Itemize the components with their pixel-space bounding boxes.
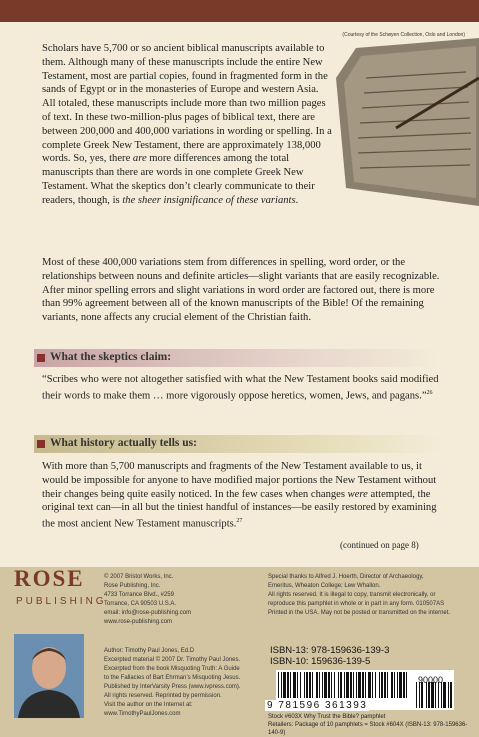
barcode-bar <box>331 672 332 698</box>
barcode-bar <box>448 682 449 708</box>
barcode-bar <box>372 672 373 698</box>
barcode-bar <box>431 682 434 708</box>
barcode-bar <box>391 672 393 698</box>
barcode-bar <box>306 672 308 698</box>
barcode-bar <box>450 682 452 708</box>
barcode-bar <box>416 682 417 708</box>
barcode-bar <box>443 682 446 708</box>
history-heading: What history actually tells us: <box>34 435 444 453</box>
barcode-bar <box>316 672 318 698</box>
barcode-bar <box>281 672 282 698</box>
image-credit: (Courtesy of the Schøyen Collection, Oslo and London) <box>342 32 465 38</box>
barcode-bar <box>428 682 430 708</box>
barcode-bar <box>322 672 323 698</box>
barcode-bar <box>379 672 380 698</box>
barcode-bar <box>362 672 364 698</box>
continued-note: (continued on page 8) <box>340 540 419 550</box>
heading-bullet-icon <box>37 440 45 448</box>
barcode-bar <box>368 672 371 698</box>
variations-paragraph: Most of these 400,000 variations stem from differences in spelling, word order, or the relationships between nouns and definite articles—slight variants that are easily recognizable. After minor spelling errors and slight variations in word order are factored out, there is more than 99% agreement between all of the known manuscripts of the Bible! Of the remaining variants, none affects any crucial element of the Christian faith. <box>42 257 440 324</box>
barcode-bar <box>304 672 305 698</box>
barcode-bar <box>283 672 286 698</box>
barcode-bar <box>421 682 423 708</box>
author-photo <box>14 634 84 718</box>
acknowledgements: Special thanks to Alfred J. Hoerth, Director of Archaeology, Emeritus, Wheaton College; Lew Whallon. All rights reserved. It is illegal to copy, transmit electronically, or reproduce this pamphlet in whole or in part in any form. 010507AS Printed in the USA. May not be posted or transmitted on the internet. <box>268 574 451 616</box>
barcode-bar <box>441 682 442 708</box>
rose-publishing-logo: ROSE PUBLISHING <box>14 566 107 607</box>
barcode-bar <box>426 682 427 708</box>
barcode-bar <box>397 672 398 698</box>
barcode-bar <box>381 672 383 698</box>
barcode-bar <box>387 672 388 698</box>
barcode-bar <box>290 672 291 698</box>
barcode-number: 9 781596 361393 <box>267 700 368 711</box>
barcode-bar <box>287 672 289 698</box>
barcode-bar <box>435 682 436 708</box>
barcode-bar <box>403 672 405 698</box>
barcode-bar <box>365 672 366 698</box>
barcode-bar <box>399 672 402 698</box>
stock-info: Stock #603X Why Trust the Bible? pamphlet Retailers: Package of 10 pamphlets = Stock #604X (ISBN-13: 978-159636-140-9) <box>268 714 468 736</box>
barcode-bar <box>356 672 357 698</box>
intro-paragraph: Scholars have 5,700 or so ancient biblical manuscripts available to them. Although many of these manuscripts include the entire New Testament, most are partial copies, found in fragmented form in the sands of Egypt or in the monasteries of Europe and western Asia. All totaled, these manuscripts include more than two million pages of text. In these two-million-plus pages of biblical text, there are between 200,000 and 400,000 variations in wording or spelling. In a complete Greek New Testament, there are approximately 138,000 words. So, yes, there are more differences among the total manuscripts than there are words in one complete Greek New Testament. What the skeptics don’t clearly communicate to their readers, though, is the sheer insignificance of these variants. <box>42 43 332 206</box>
barcode-bar <box>309 672 311 698</box>
barcode-bar <box>375 672 376 698</box>
barcode-bar <box>324 672 327 698</box>
barcode-bar <box>278 672 279 698</box>
barcode-bar <box>297 672 298 698</box>
barcode-bar <box>350 672 352 698</box>
barcode-bar <box>406 672 407 698</box>
barcode-bar <box>419 682 420 708</box>
barcode-bar <box>353 672 354 698</box>
barcode-bar <box>293 672 296 698</box>
barcode-bar <box>438 682 439 708</box>
barcode-bar <box>312 672 313 698</box>
barcode-bar <box>334 672 335 698</box>
barcode-bar <box>300 672 301 698</box>
manuscript-image <box>336 38 479 206</box>
publisher-address: © 2007 Bristol Works, Inc. Rose Publishing, Inc. 4733 Torrance Blvd., #259 Torrance, CA 90503 U.S.A. email: info@rose-publishing.com www.rose-publishing.com <box>104 574 192 625</box>
top-border-bar <box>0 0 479 22</box>
barcode-bar <box>384 672 386 698</box>
barcode-bar <box>358 672 361 698</box>
barcode-bar <box>319 672 320 698</box>
barcode-bar <box>328 672 330 698</box>
barcode-bar <box>344 672 345 698</box>
barcode-bar <box>346 672 349 698</box>
history-paragraph: With more than 5,700 manuscripts and fragments of the New Testament available to us, it would be impossible for anyone to have modified major portions the New Testament without their changes being quite easily noticed. In the few cases when changes were attempted, the original text can—in all but the tiniest handful of instances—be easily restored by examining the most ancient New Testament manuscripts.$^{27}$ <box>42 461 437 530</box>
isbn-block: ISBN-13: 978-159636-139-3 ISBN-10: 159636-139-5 <box>270 645 390 667</box>
skeptic-quote: “Scribes who were not altogether satisfied with what the New Testament books said modified their words to make them … more vigorously oppose heretics, women, Jews, and pagans.”$^{26}$ <box>42 374 439 402</box>
skeptics-claim-heading: What the skeptics claim: <box>34 349 444 367</box>
heading-bullet-icon <box>37 354 45 362</box>
barcode-bar <box>338 672 339 698</box>
barcode-addon-number: 90000 <box>418 675 444 685</box>
author-info: Author: Timothy Paul Jones, Ed.D Excerpted material © 2007 Dr. Timothy Paul Jones. Excerpted from the book Misquoting Truth: A Guide to the Fallacies of Bart Ehrman’s Misquoting Jesus. Published by InterVarsity Press (www.ivpress.com). All rights reserved. Reprinted by permission. Visit the author on the Internet at: www.TimothyPaulJones.com <box>104 648 241 717</box>
barcode-bar <box>394 672 395 698</box>
barcode-bar <box>340 672 342 698</box>
